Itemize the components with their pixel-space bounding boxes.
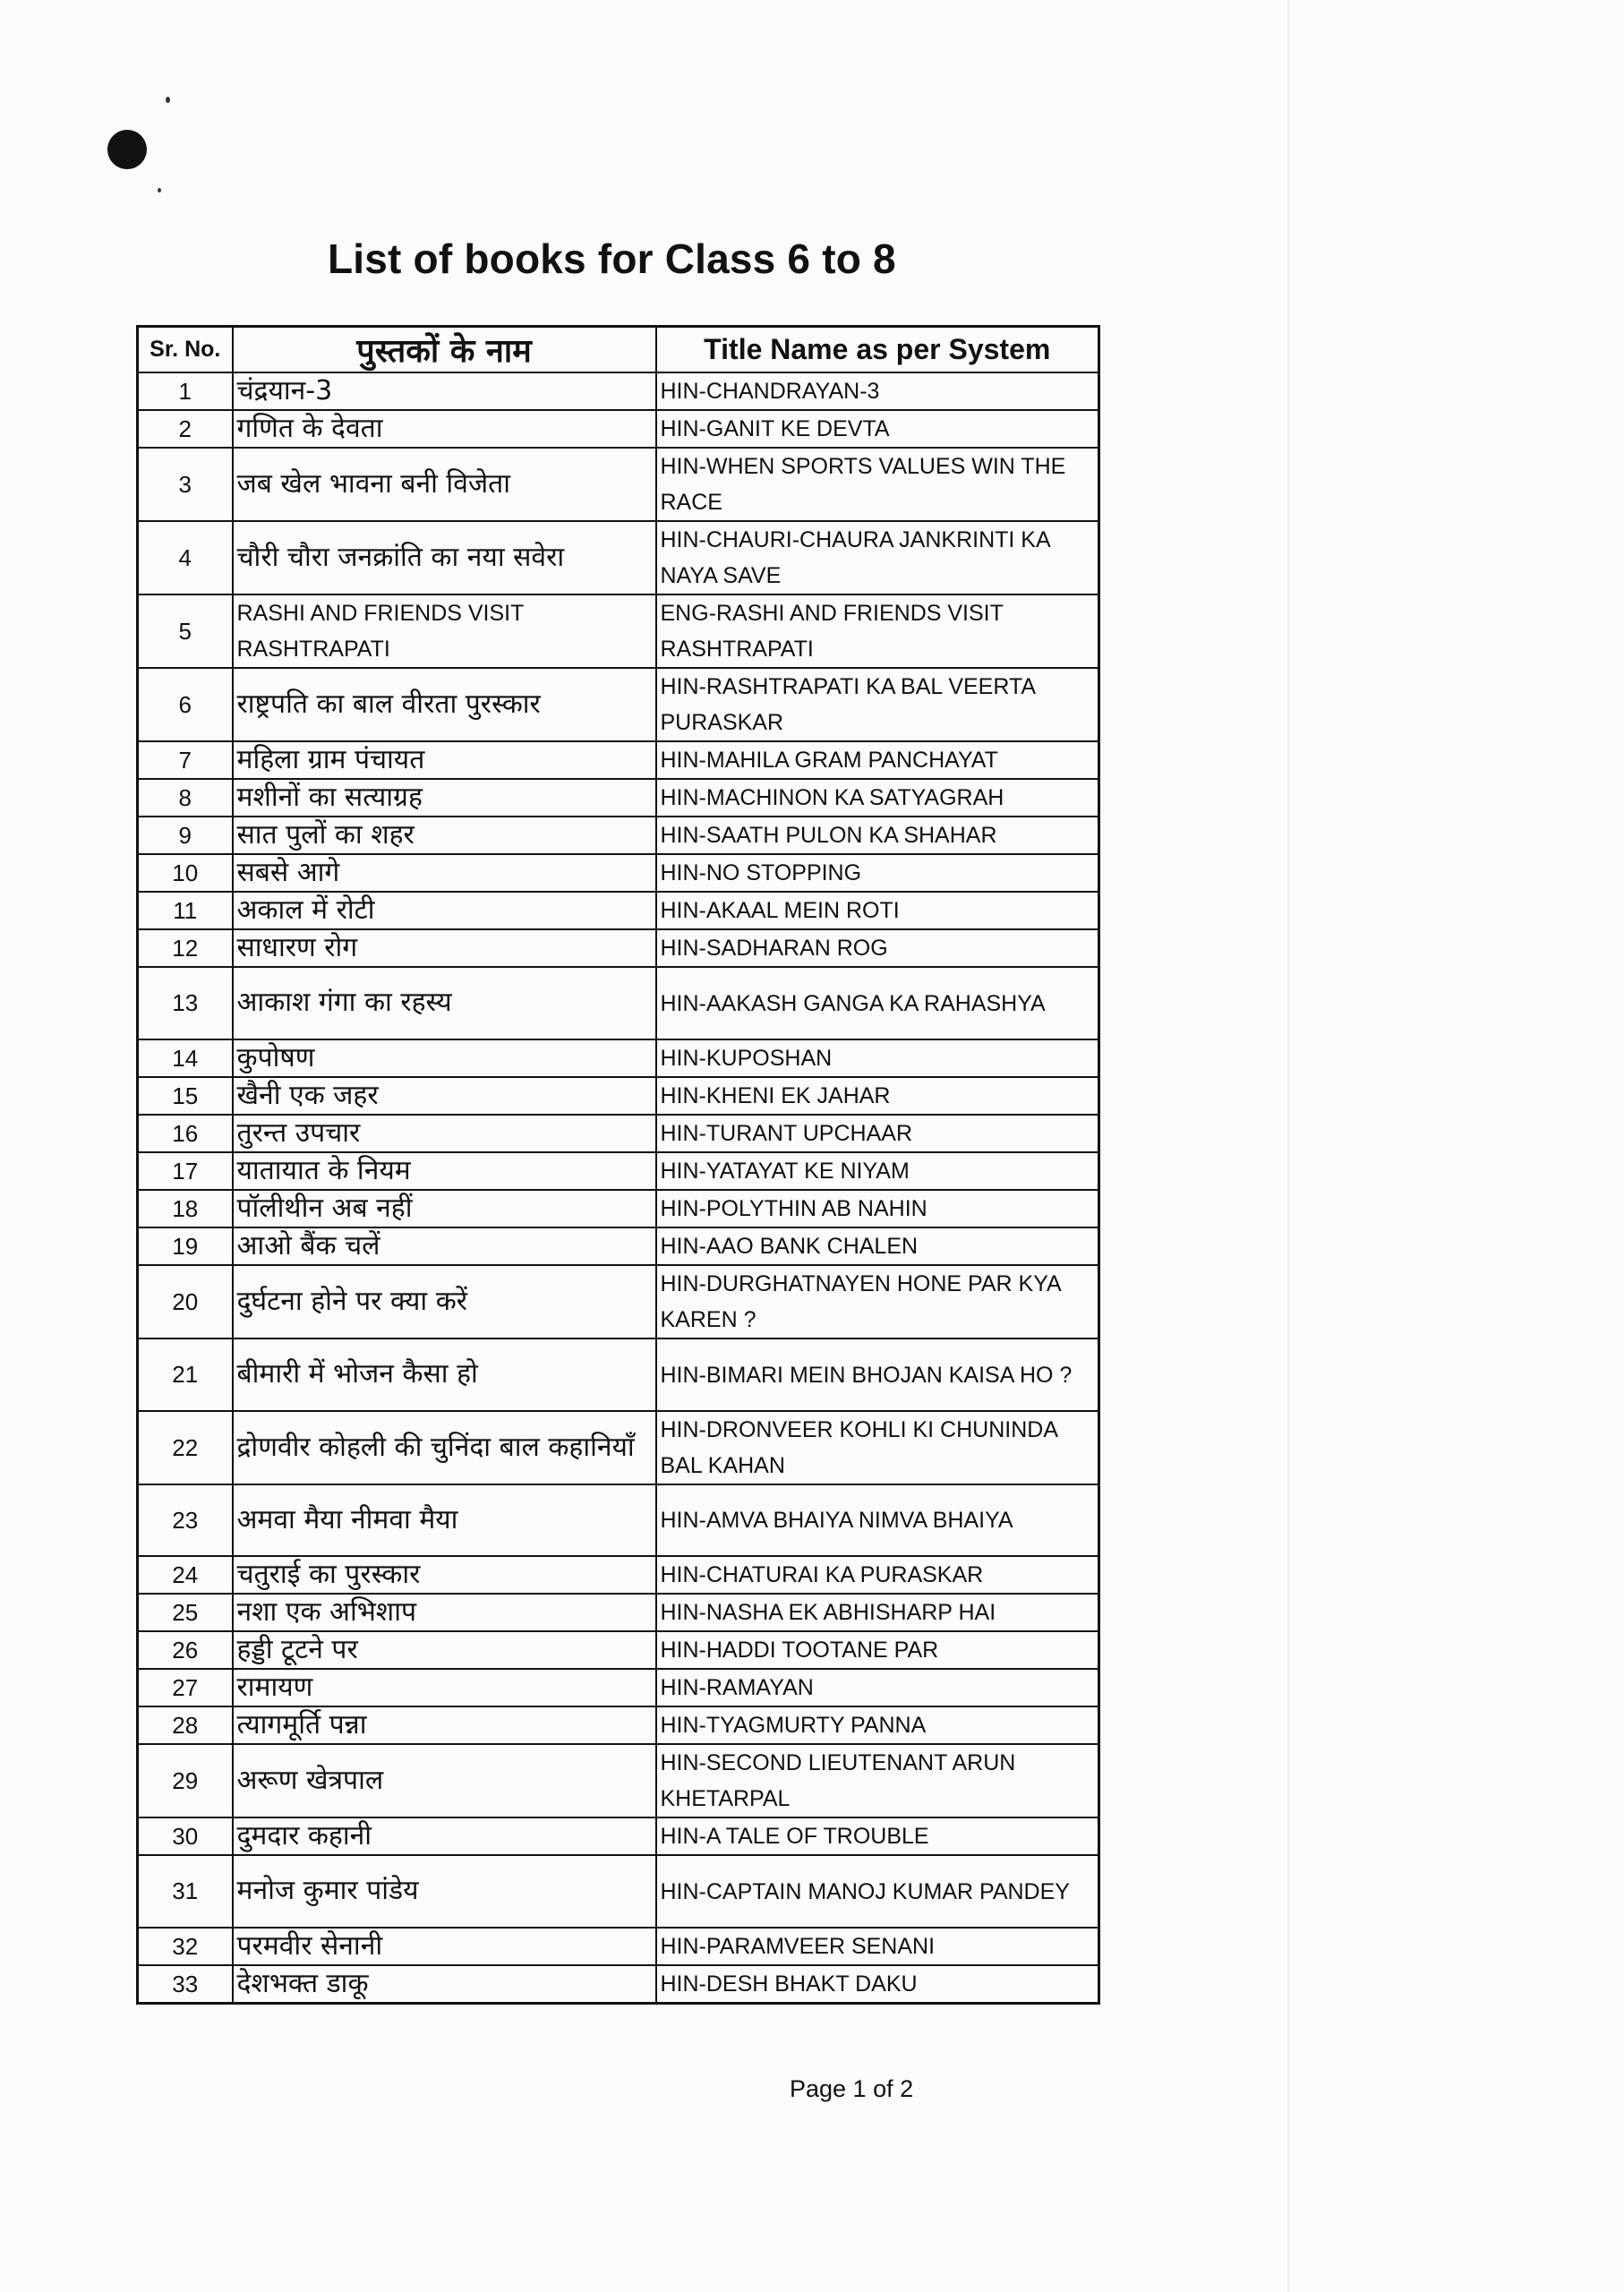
- table-row: [138, 1556, 1099, 1594]
- table-row: [138, 1928, 1099, 1965]
- system-title-cell: HIN-AKAAL MEIN ROTI: [656, 892, 1099, 929]
- system-title-cell: HIN-RAMAYAN: [656, 1669, 1099, 1706]
- table-row: [138, 1227, 1099, 1265]
- system-title-cell: HIN-SECOND LIEUTENANT ARUN KHETARPAL: [656, 1744, 1099, 1817]
- system-title-cell: HIN-RASHTRAPATI KA BAL VEERTA PURASKAR: [656, 668, 1099, 741]
- hindi-title-cell: आकाश गंगा का रहस्य: [233, 967, 656, 1039]
- hindi-title-cell: तुरन्त उपचार: [233, 1115, 656, 1152]
- system-title-cell: ENG-RASHI AND FRIENDS VISIT RASHTRAPATI: [656, 594, 1099, 668]
- table-row: [138, 1039, 1099, 1077]
- table-row: [138, 448, 1099, 521]
- table-row: [138, 741, 1099, 779]
- system-title-cell: HIN-POLYTHIN AB NAHIN: [656, 1190, 1099, 1227]
- table-row: [138, 1594, 1099, 1631]
- document-title: List of books for Class 6 to 8: [328, 235, 896, 282]
- serial-number-cell: 30: [138, 1817, 233, 1855]
- table-row: [138, 521, 1099, 594]
- system-title-cell: HIN-A TALE OF TROUBLE: [656, 1817, 1099, 1855]
- hindi-title-cell: गणित के देवता: [233, 410, 656, 448]
- serial-number-cell: 26: [138, 1631, 233, 1669]
- serial-number-cell: 25: [138, 1594, 233, 1631]
- serial-number-cell: 6: [138, 668, 233, 741]
- hindi-title-cell: द्रोणवीर कोहली की चुनिंदा बाल कहानियाँ: [233, 1411, 656, 1484]
- system-title-cell: HIN-DESH BHAKT DAKU: [656, 1965, 1099, 2004]
- system-title-cell: HIN-NO STOPPING: [656, 854, 1099, 892]
- hindi-title-cell: दुर्घटना होने पर क्या करें: [233, 1265, 656, 1338]
- serial-number-cell: 17: [138, 1152, 233, 1190]
- hindi-title-cell: पॉलीथीन अब नहीं: [233, 1190, 656, 1227]
- hindi-title-cell: RASHI AND FRIENDS VISIT RASHTRAPATI: [233, 594, 656, 668]
- serial-number-cell: 2: [138, 410, 233, 448]
- table-body: [138, 372, 1099, 2004]
- system-title-cell: HIN-NASHA EK ABHISHARP HAI: [656, 1594, 1099, 1631]
- system-title-cell: HIN-SADHARAN ROG: [656, 929, 1099, 967]
- hindi-title-cell: नशा एक अभिशाप: [233, 1594, 656, 1631]
- table-row: [138, 1152, 1099, 1190]
- hindi-title-cell: मनोज कुमार पांडेय: [233, 1855, 656, 1928]
- serial-number-cell: 7: [138, 741, 233, 779]
- system-title-cell: HIN-CHATURAI KA PURASKAR: [656, 1556, 1099, 1594]
- table-row: [138, 1190, 1099, 1227]
- hindi-title-cell: सबसे आगे: [233, 854, 656, 892]
- system-title-cell: HIN-HADDI TOOTANE PAR: [656, 1631, 1099, 1669]
- table-row: [138, 1077, 1099, 1115]
- hindi-title-cell: हड्डी टूटने पर: [233, 1631, 656, 1669]
- system-title-cell: HIN-AAO BANK CHALEN: [656, 1227, 1099, 1265]
- hindi-title-cell: अरूण खेत्रपाल: [233, 1744, 656, 1817]
- serial-number-cell: 15: [138, 1077, 233, 1115]
- scan-speck: [158, 188, 161, 192]
- serial-number-cell: 23: [138, 1484, 233, 1556]
- hindi-title-cell: परमवीर सेनानी: [233, 1928, 656, 1965]
- page-fold-line: [1287, 0, 1289, 2292]
- table-row: [138, 1115, 1099, 1152]
- system-title-cell: HIN-MACHINON KA SATYAGRAH: [656, 779, 1099, 817]
- system-title-cell: HIN-DRONVEER KOHLI KI CHUNINDA BAL KAHAN: [656, 1411, 1099, 1484]
- table-row: [138, 1484, 1099, 1556]
- table-row: [138, 854, 1099, 892]
- table-row: [138, 929, 1099, 967]
- table-row: [138, 1411, 1099, 1484]
- hindi-title-cell: कुपोषण: [233, 1039, 656, 1077]
- system-title-cell: HIN-TURANT UPCHAAR: [656, 1115, 1099, 1152]
- hindi-title-cell: जब खेल भावना बनी विजेता: [233, 448, 656, 521]
- serial-number-cell: 14: [138, 1039, 233, 1077]
- system-title-cell: HIN-CHANDRAYAN-3: [656, 372, 1099, 410]
- table-row: [138, 1855, 1099, 1928]
- serial-number-cell: 22: [138, 1411, 233, 1484]
- serial-number-cell: 29: [138, 1744, 233, 1817]
- hindi-title-cell: चंद्रयान-3: [233, 372, 656, 410]
- serial-number-cell: 24: [138, 1556, 233, 1594]
- table-row: [138, 372, 1099, 410]
- serial-number-cell: 19: [138, 1227, 233, 1265]
- hindi-title-cell: राष्ट्रपति का बाल वीरता पुरस्कार: [233, 668, 656, 741]
- system-title-cell: HIN-SAATH PULON KA SHAHAR: [656, 817, 1099, 854]
- hindi-title-cell: खैनी एक जहर: [233, 1077, 656, 1115]
- system-title-cell: HIN-TYAGMURTY PANNA: [656, 1706, 1099, 1744]
- hindi-title-cell: चतुराई का पुरस्कार: [233, 1556, 656, 1594]
- table-header-row: [138, 327, 1099, 373]
- system-title-cell: HIN-CAPTAIN MANOJ KUMAR PANDEY: [656, 1855, 1099, 1928]
- serial-number-cell: 8: [138, 779, 233, 817]
- system-title-cell: HIN-MAHILA GRAM PANCHAYAT: [656, 741, 1099, 779]
- serial-number-cell: 28: [138, 1706, 233, 1744]
- system-title-cell: HIN-CHAURI-CHAURA JANKRINTI KA NAYA SAVE: [656, 521, 1099, 594]
- hindi-title-cell: महिला ग्राम पंचायत: [233, 741, 656, 779]
- hindi-title-cell: अकाल में रोटी: [233, 892, 656, 929]
- table-row: [138, 1669, 1099, 1706]
- table-row: [138, 1965, 1099, 2004]
- header-sr-no: Sr. No.: [138, 327, 233, 373]
- serial-number-cell: 33: [138, 1965, 233, 2004]
- serial-number-cell: 11: [138, 892, 233, 929]
- hindi-title-cell: आओ बैंक चलें: [233, 1227, 656, 1265]
- system-title-cell: HIN-PARAMVEER SENANI: [656, 1928, 1099, 1965]
- table-row: [138, 892, 1099, 929]
- serial-number-cell: 4: [138, 521, 233, 594]
- system-title-cell: HIN-KHENI EK JAHAR: [656, 1077, 1099, 1115]
- hindi-title-cell: चौरी चौरा जनक्रांति का नया सवेरा: [233, 521, 656, 594]
- hindi-title-cell: रामायण: [233, 1669, 656, 1706]
- hindi-title-cell: अमवा मैया नीमवा मैया: [233, 1484, 656, 1556]
- serial-number-cell: 21: [138, 1338, 233, 1411]
- serial-number-cell: 20: [138, 1265, 233, 1338]
- serial-number-cell: 3: [138, 448, 233, 521]
- table-row: [138, 594, 1099, 668]
- hindi-title-cell: दुमदार कहानी: [233, 1817, 656, 1855]
- serial-number-cell: 27: [138, 1669, 233, 1706]
- system-title-cell: HIN-GANIT KE DEVTA: [656, 410, 1099, 448]
- scan-speck: [166, 97, 170, 103]
- serial-number-cell: 13: [138, 967, 233, 1039]
- table-row: [138, 1817, 1099, 1855]
- system-title-cell: HIN-YATAYAT KE NIYAM: [656, 1152, 1099, 1190]
- hindi-title-cell: मशीनों का सत्याग्रह: [233, 779, 656, 817]
- serial-number-cell: 9: [138, 817, 233, 854]
- serial-number-cell: 31: [138, 1855, 233, 1928]
- serial-number-cell: 32: [138, 1928, 233, 1965]
- table-row: [138, 410, 1099, 448]
- serial-number-cell: 1: [138, 372, 233, 410]
- serial-number-cell: 5: [138, 594, 233, 668]
- hindi-title-cell: बीमारी में भोजन कैसा हो: [233, 1338, 656, 1411]
- system-title-cell: HIN-BIMARI MEIN BHOJAN KAISA HO ?: [656, 1338, 1099, 1411]
- hindi-title-cell: त्यागमूर्ति पन्ना: [233, 1706, 656, 1744]
- hindi-title-cell: देशभक्त डाकू: [233, 1965, 656, 2004]
- hindi-title-cell: साधारण रोग: [233, 929, 656, 967]
- table-row: [138, 967, 1099, 1039]
- books-table: [136, 325, 1100, 2005]
- table-row: [138, 1265, 1099, 1338]
- hindi-title-cell: सात पुलों का शहर: [233, 817, 656, 854]
- serial-number-cell: 16: [138, 1115, 233, 1152]
- system-title-cell: HIN-WHEN SPORTS VALUES WIN THE RACE: [656, 448, 1099, 521]
- table-row: [138, 1338, 1099, 1411]
- table-row: [138, 1744, 1099, 1817]
- table-row: [138, 1631, 1099, 1669]
- header-system-title: Title Name as per System: [656, 327, 1099, 373]
- hindi-title-cell: यातायात के नियम: [233, 1152, 656, 1190]
- page-number: Page 1 of 2: [790, 2075, 914, 2102]
- serial-number-cell: 18: [138, 1190, 233, 1227]
- system-title-cell: HIN-AAKASH GANGA KA RAHASHYA: [656, 967, 1099, 1039]
- table-row: [138, 779, 1099, 817]
- system-title-cell: HIN-DURGHATNAYEN HONE PAR KYA KAREN ?: [656, 1265, 1099, 1338]
- system-title-cell: HIN-KUPOSHAN: [656, 1039, 1099, 1077]
- serial-number-cell: 10: [138, 854, 233, 892]
- punch-hole-mark: [107, 130, 147, 169]
- table-row: [138, 1706, 1099, 1744]
- table-row: [138, 817, 1099, 854]
- serial-number-cell: 12: [138, 929, 233, 967]
- header-hindi-name: पुस्तकों के नाम: [233, 327, 656, 373]
- system-title-cell: HIN-AMVA BHAIYA NIMVA BHAIYA: [656, 1484, 1099, 1556]
- table-row: [138, 668, 1099, 741]
